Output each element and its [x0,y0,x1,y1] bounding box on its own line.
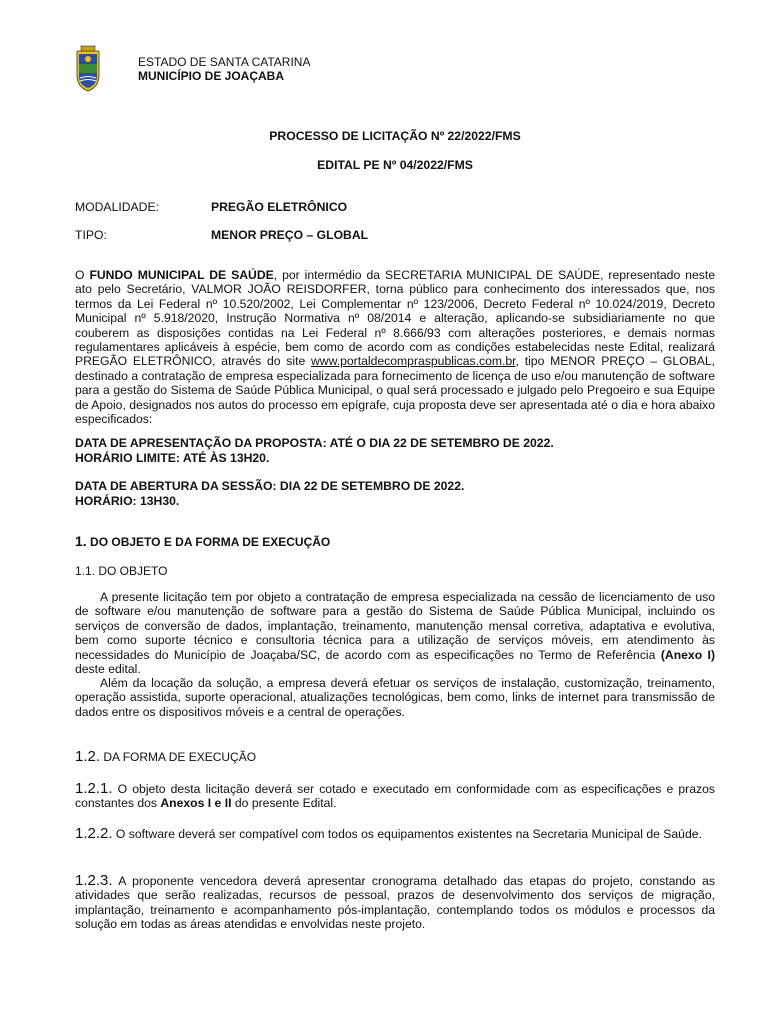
opening-date: DATA DE ABERTURA DA SESSÃO: DIA 22 DE SETEMBRO DE 2022. [75,479,465,493]
object-paragraph-2: Além da locação da solução, a empresa deverá efetuar os serviços de instalação, customização, treinamento, operação assistida, suporte operacional, atualizações tecnológicas, bem como, links de internet para transmissão de dados entre os dispositivos móveis e a central de operações. [75,676,715,719]
opening-time: HORÁRIO: 13H30. [75,494,180,508]
object-paragraph-1 [75,590,715,676]
municipal-crest-icon [75,45,101,93]
tipo-value: MENOR PREÇO – GLOBAL [211,228,369,242]
annexes-ref: Anexos I e II [160,796,232,811]
process-title: PROCESSO DE LICITAÇÃO Nº 22/2022/FMS [269,129,521,143]
modalidade-value: PREGÃO ELETRÔNICO [211,200,348,214]
item-1-2-2-number: 1.2.2. [75,825,113,842]
item-1-2-3-number: 1.2.3. [75,872,113,889]
item-1-2-3 [75,874,715,932]
section-1-number: 1. [75,533,87,549]
item-1-2-1-end: do presente Edital. [231,796,337,811]
intro-text-1: O [75,268,90,282]
intro-text-2: , por intermédio da SECRETARIA MUNICIPAL DE SAÚDE, representado neste ato pelo Secretário, VALMOR JOÃO REISDORFER, torna público para conhecimento dos interessados que, nos termos da Lei Federal nº 10.520/2002, Lei Complementar nº 123/2006, Decreto Federal nº 10.024/2019, Decreto Municipal nº 5.918/2020, Instrução Normativa nº 08/2014 e alteração, aplicando-se subsidiariamente no que couberem as disposições contidas na Lei Federal nº 8.666/93 com alterações posteriores, e demais normas regulamentares aplicáveis à espécie, bem como de acordo com as condições estabelecidas neste Edital, realizará PREGÃO ELETRÔNICO, através do site [75,268,715,369]
proposal-date: DATA DE APRESENTAÇÃO DA PROPOSTA: ATÉ O DIA 22 DE SETEMBRO DE 2022. [75,436,554,450]
annex-1-ref: (Anexo I) [660,647,715,662]
fund-name: FUNDO MUNICIPAL DE SAÚDE [89,268,274,282]
portal-link[interactable]: www.portaldecompraspublicas.com.br [311,354,516,369]
proposal-time-limit: HORÁRIO LIMITE: ATÉ ÀS 13H20. [75,451,270,465]
subsection-1-2-heading [75,750,256,764]
item-1-2-2-text: O software deverá ser compatível com todos os equipamentos existentes na Secretaria Municipal de Saúde. [112,827,702,841]
subsection-1-1-heading: 1.1. DO OBJETO [75,564,168,578]
intro-paragraph [75,268,715,426]
subsection-1-2-number: 1.2. [75,748,101,765]
section-1-heading [75,534,330,549]
subsection-1-2-title: DA FORMA DE EXECUÇÃO [100,750,257,764]
item-1-2-3-text: A proponente vencedora deverá apresentar cronograma detalhado das etapas do projeto, constando as atividades que serão realizadas, recursos de pessoal, prazos de desenvolvimento dos serviços de migração, implantação, treinamento e acompanhamento pós-implantação, contemplando todos os módulos e processos da solução em todas as áreas atendidas e envolvidas neste projeto. [75,874,715,932]
item-1-2-1 [75,782,715,811]
item-1-2-2 [75,827,715,841]
item-1-2-1-number: 1.2.1. [75,780,113,797]
header-state: ESTADO DE SANTA CATARINA [138,55,311,69]
object-text-1-end: deste edital. [75,662,141,677]
header-municipality: MUNICÍPIO DE JOAÇABA [138,69,285,83]
section-1-title: DO OBJETO E DA FORMA DE EXECUÇÃO [86,535,331,549]
edital-title: EDITAL PE Nº 04/2022/FMS [317,158,473,172]
object-text-1: A presente licitação tem por objeto a contratação de empresa especializada na cessão de licenciamento de uso de software e/ou manutenção de software para a gestão do Sistema de Saúde Pública Municipal, incluindo os serviços de conversão de dados, implantação, treinamento, manutenção mensal corretiva, adaptativa e evolutiva, bem como suporte técnico e consultoria técnica para a utilização de serviços móveis, em atendimento às necessidades do Município de Joaçaba/SC, de acordo com as especificações no Termo de Referência [75,590,715,662]
item-1-2-1-text: O objeto desta licitação deverá ser cotado e executado em conformidade com as especificações e prazos constantes dos [75,782,715,811]
tipo-label: TIPO: [75,228,107,242]
modalidade-label: MODALIDADE: [75,200,159,214]
intro-text-3: , tipo MENOR PREÇO – GLOBAL, destinado a contratação de empresa especializada para fornecimento de licença de uso e/ou manutenção de software para a gestão do Sistema de Saúde Pública Municipal, o qual será processado e julgado pelo Pregoeiro e sua Equipe de Apoio, designados nos autos do processo em epígrafe, cuja proposta deve ser apresentada até o dia e hora abaixo especificados: [75,354,715,427]
